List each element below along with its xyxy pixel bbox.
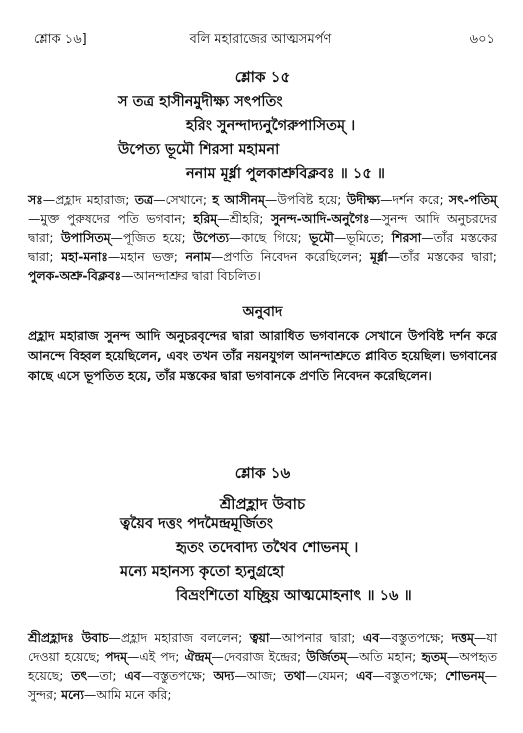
synonym-meaning: দেবরাজ ইন্দ্রের;: [223, 649, 307, 664]
synonym-dash: —: [229, 230, 242, 245]
synonym-meaning: সুনন্দ আদি অনুচরদের দ্বারা;: [28, 211, 497, 245]
synonym-term: পদম্: [105, 649, 127, 664]
synonym-term: ননাম: [185, 249, 211, 264]
synonym-meaning: উপবিষ্ট হয়ে;: [277, 192, 347, 207]
synonym-dash: —: [333, 230, 347, 245]
synonym-meaning: প্রণতি নিবেদন করেছিলেন;: [223, 249, 371, 264]
verse-line: বিভ্রংশিতো যচ্ছ্রিয় আত্মমোহনাৎ ॥ ১৬ ॥: [176, 588, 412, 604]
synonym-meaning: মুক্ত পুরুষদের পতি ভগবান;: [40, 211, 194, 226]
synonym-term: তথা: [284, 668, 306, 683]
synonym-term: পুলক-অশ্রু-বিক্লবঃ: [28, 268, 122, 283]
synonym-meaning: বস্তুতপক্ষে;: [153, 668, 214, 683]
synonym-term: তৎ: [71, 668, 88, 683]
synonym-dash: —: [473, 630, 487, 645]
synonym-meaning: বস্তুতপক্ষে;: [391, 630, 452, 645]
synonym-dash: —: [346, 649, 360, 664]
page-number: ৬০১: [469, 32, 495, 47]
section-title: অনুবাদ: [242, 304, 283, 320]
synonym-meaning: আনন্দাশ্রুর দ্বারা বিচলিত।: [133, 268, 261, 283]
chapter-title: বলি মহারাজের আত্মসমর্পণ: [189, 32, 332, 47]
synonym-dash: —: [153, 192, 166, 207]
synonym-term: এব: [362, 630, 380, 645]
synonym-meaning: আপনার দ্বারা;: [281, 630, 363, 645]
verse-16-text: [28, 512, 497, 608]
synonym-term: তত্র: [134, 192, 154, 207]
verse-15-text: [28, 90, 497, 186]
verse-line: হৃতং তদেবাদ্য তথৈব শোভনম্ ।: [176, 540, 359, 556]
synonym-meaning: আজ;: [246, 668, 285, 683]
translation-heading: [28, 300, 497, 324]
synonym-dash: —: [210, 249, 224, 264]
synonym-meaning: ভূমিতে;: [346, 230, 392, 245]
synonym-dash: —: [211, 649, 224, 664]
synonym-meaning: তা;: [99, 668, 125, 683]
synonym-meaning: তাঁর মস্তকের দ্বারা;: [28, 230, 498, 264]
synonym-meaning: মহান ভক্ত;: [120, 249, 186, 264]
synonym-dash: —: [28, 211, 41, 226]
verse-title: শ্লোক ১৬: [234, 464, 291, 482]
synonym-dash: —: [369, 211, 382, 226]
synonym-term: এব: [124, 668, 141, 683]
synonym-term: উদীক্ষ্য: [346, 192, 381, 207]
synonym-term: উর্জিতম্: [306, 649, 347, 664]
synonym-term: শ্রীপ্রহ্লাদঃ উবাচ: [28, 630, 109, 645]
synonym-meaning: দর্শন করে;: [392, 192, 449, 207]
synonym-dash: —: [305, 668, 318, 683]
verse-16-synonyms: [28, 628, 497, 704]
verse-line: হরিং সুনন্দাদ্যনুগৈরুপাসিতম্ ।: [186, 118, 356, 134]
synonym-term: মহা-মনাঃ: [61, 249, 108, 264]
synonym-term: উপেত্য: [193, 230, 230, 245]
synonym-dash: —: [121, 268, 134, 283]
synonym-meaning: প্রহ্লাদ মহারাজ বললেন;: [120, 630, 250, 645]
synonym-meaning: অপহৃত হয়েছে;: [28, 649, 497, 683]
translation-text: প্রহ্লাদ মহারাজ সুনন্দ আদি অনুচরবৃন্দের দ্বারা আরাধিত ভগবানকে সেখানে উপবিষ্ট দর্শন করে আনন্দে বিহ্বল হয়েছিলেন, এবং তখন তাঁর নয়নযুগল আনন্দাশ্রুতে প্লাবিত হয়েছিল। ভগবানের কাছে এসে ভূপতিত হয়ে, তাঁর মস্তকের দ্বারা ভগবানকে প্রণতি নিবেদন করেছিলেন।: [28, 328, 497, 383]
synonym-meaning: তাঁর মস্তকের দ্বারা;: [399, 249, 497, 264]
synonym-meaning: কাছে গিয়ে;: [241, 230, 310, 245]
synonym-term: এব: [355, 668, 373, 683]
synonym-meaning: আমি মনে করি;: [96, 687, 172, 702]
synonym-dash: —: [269, 630, 282, 645]
synonym-term: শোভনম্: [445, 668, 485, 683]
synonym-dash: —: [107, 249, 121, 264]
synonym-meaning: যা দেওয়া হয়েছে;: [28, 630, 497, 664]
synonym-dash: —: [379, 630, 392, 645]
synonym-dash: —: [421, 230, 434, 245]
synonym-meaning: বস্তুতপক্ষে;: [384, 668, 446, 683]
synonym-term: শিরসা: [391, 230, 422, 245]
synonym-meaning: শ্রীহরি;: [229, 211, 272, 226]
synonym-dash: —: [446, 649, 460, 664]
synonym-term: সঃ: [28, 192, 43, 207]
synonym-term: সৎ-পতিম্: [448, 192, 497, 207]
synonym-dash: —: [372, 668, 385, 683]
synonym-term: অদ্য: [213, 668, 235, 683]
verse-15-heading: [28, 66, 497, 91]
verse-line: উপেত্য ভূমৌ শিরসা মহামনা: [118, 142, 280, 158]
synonym-dash: —: [126, 649, 140, 664]
synonym-term: হ আসীনম্: [212, 192, 265, 207]
verse-speaker: শ্রীপ্রহ্লাদ উবাচ: [219, 495, 306, 513]
synonym-dash: —: [140, 668, 154, 683]
chapter-verse-ref: শ্লোক ১৬]: [34, 32, 87, 47]
synonym-dash: —: [110, 230, 123, 245]
synonym-term: হৃতম্: [421, 649, 447, 664]
synonym-term: মূর্ধ্না: [370, 249, 388, 264]
synonym-dash: —: [264, 192, 278, 207]
verse-title: শ্লোক ১৫: [234, 68, 291, 86]
synonym-dash: —: [87, 668, 100, 683]
synonym-dash: —: [387, 249, 400, 264]
synonym-dash: —: [484, 668, 497, 683]
synonym-dash: —: [234, 668, 247, 683]
verse-line: ত্বয়ৈব দত্তং পদমৈন্দ্রমূর্জিতং: [120, 516, 273, 532]
synonym-term: হরিম্: [193, 211, 218, 226]
verse-line: স তত্র হাসীনমুদীক্ষ্য সৎপতিং: [118, 94, 283, 110]
synonym-meaning: এই পদ;: [139, 649, 185, 664]
synonym-term: ঐন্দ্রম্: [184, 649, 212, 664]
synonym-term: ভূমৌ: [309, 230, 334, 245]
synonym-meaning: সুন্দর;: [28, 687, 62, 702]
synonym-dash: —: [42, 192, 56, 207]
synonym-term: উপাসিতম্: [60, 230, 111, 245]
verse-16-heading: [28, 462, 497, 518]
verse-line: ননাম মূর্ধ্না পুলকাশ্রুবিক্লবঃ ॥ ১৫ ॥: [186, 166, 385, 182]
synonym-term: ত্বয়া: [249, 630, 270, 645]
synonym-dash: —: [108, 630, 121, 645]
synonym-meaning: সেখানে;: [165, 192, 213, 207]
synonym-term: সুনন্দ-আদি-অনুগৈঃ: [271, 211, 370, 226]
synonym-meaning: অতি মহান;: [359, 649, 422, 664]
synonym-dash: —: [217, 211, 230, 226]
verse-15-synonyms: [28, 190, 497, 285]
synonym-meaning: পূজিত হয়ে;: [122, 230, 194, 245]
synonym-term: দত্তম্: [451, 630, 474, 645]
verse-line: মন্যে মহানস্য কৃতো হ্যনুগ্রহো: [120, 564, 285, 580]
synonym-dash: —: [380, 192, 393, 207]
synonym-dash: —: [83, 687, 97, 702]
synonym-meaning: প্রহ্লাদ মহারাজ;: [55, 192, 135, 207]
page-header: [26, 30, 495, 52]
synonym-meaning: যেমন;: [317, 668, 356, 683]
synonym-term: মন্যে: [61, 687, 84, 702]
